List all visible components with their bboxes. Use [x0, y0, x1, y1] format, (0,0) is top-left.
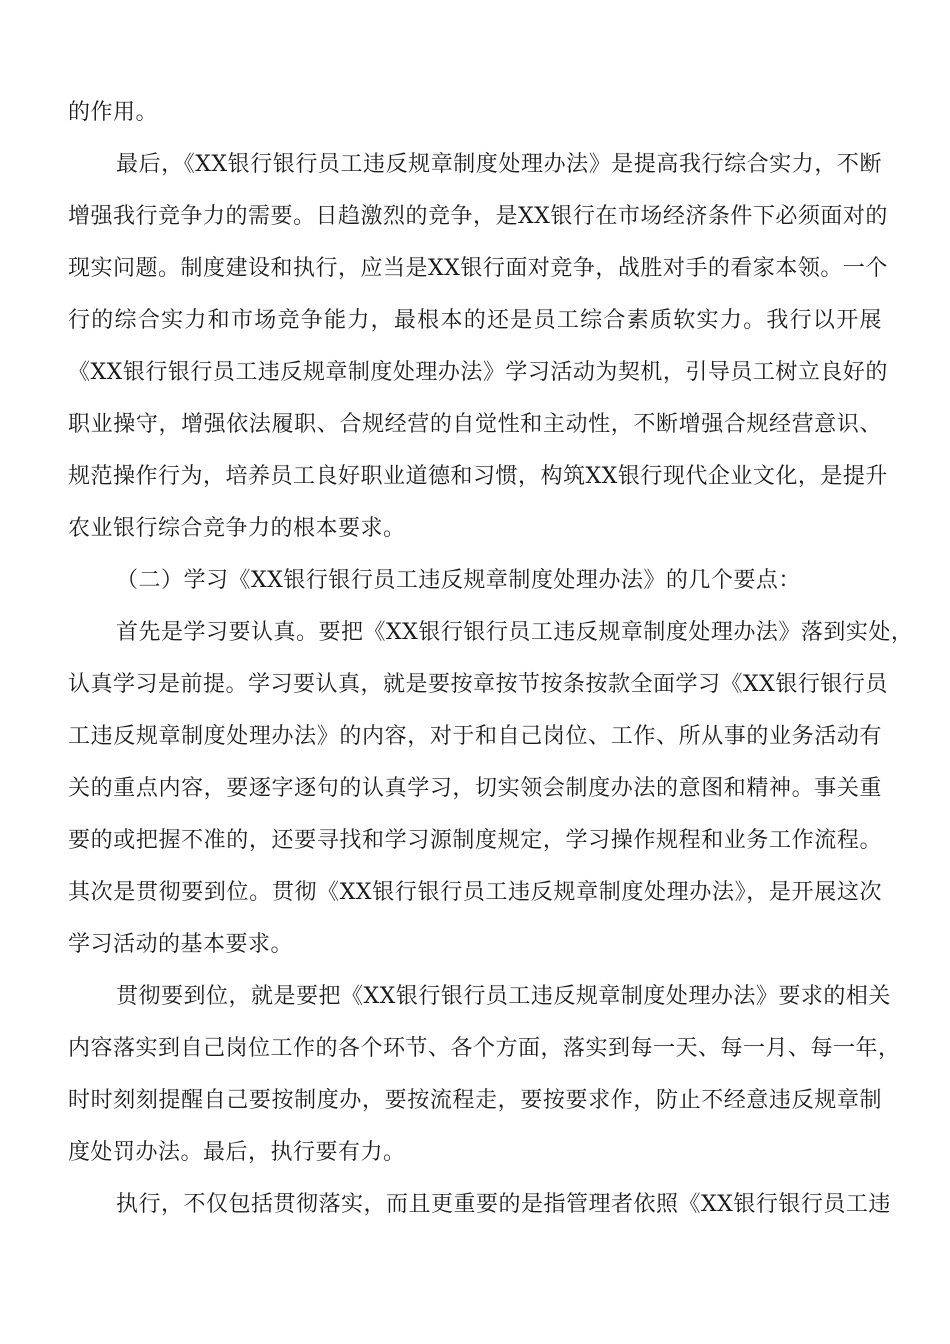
text-line: 《XX银行银行员工违反规章制度处理办法》学习活动为契机，引导员工树立良好的: [68, 360, 888, 385]
text-line: 规范操作行为，培养员工良好职业道德和习惯，构筑XX银行现代企业文化，是提升: [68, 464, 888, 489]
text-line: 职业操守，增强依法履职、合规经营的自觉性和主动性，不断增强合规经营意识、: [68, 412, 882, 437]
text-line: 工违反规章制度处理办法》的内容，对于和自己岗位、工作、所从事的业务活动有: [68, 724, 882, 749]
text-line: 执行，不仅包括贯彻落实，而且更重要的是指管理者依照《XX银行银行员工违: [116, 1192, 891, 1217]
text-line: 行的综合实力和市场竞争能力，最根本的还是员工综合素质软实力。我行以开展: [68, 308, 882, 333]
text-line: 关的重点内容，要逐字逐句的认真学习，切实领会制度办法的意图和精神。事关重: [68, 776, 882, 801]
text-line: 认真学习是前提。学习要认真，就是要按章按节按条按款全面学习《XX银行银行员: [68, 672, 888, 697]
text-line: 的作用。: [68, 100, 159, 125]
text-line: 最后，《XX银行银行员工违反规章制度处理办法》是提高我行综合实力，不断: [116, 152, 882, 177]
text-line: 现实问题。制度建设和执行，应当是XX银行面对竞争，战胜对手的看家本领。一个: [68, 256, 888, 281]
section-heading: （二）学习《XX银行银行员工违反规章制度处理办法》的几个要点：: [116, 568, 801, 593]
text-line: 学习活动的基本要求。: [68, 932, 294, 957]
text-line: 内容落实到自己岗位工作的各个环节、各个方面，落实到每一天、每一月、每一年，: [68, 1036, 901, 1061]
text-line: 度处罚办法。最后，执行要有力。: [68, 1140, 406, 1165]
text-line: 贯彻要到位，就是要把《XX银行银行员工违反规章制度处理办法》要求的相关: [116, 984, 891, 1009]
text-line: 首先是学习要认真。要把《XX银行银行员工违反规章制度处理办法》落到实处，: [116, 620, 914, 645]
text-line: 其次是贯彻要到位。贯彻《XX银行银行员工违反规章制度处理办法》，是开展这次: [68, 880, 882, 905]
text-line: 农业银行综合竞争力的根本要求。: [68, 516, 406, 541]
text-line: 增强我行竞争力的需要。日趋激烈的竞争，是XX银行在市场经济条件下必须面对的: [68, 204, 888, 229]
text-line: 要的或把握不准的，还要寻找和学习源制度规定，学习操作规程和业务工作流程。: [68, 828, 882, 853]
text-line: 时时刻刻提醒自己要按制度办，要按流程走，要按要求作，防止不经意违反规章制: [68, 1088, 882, 1113]
